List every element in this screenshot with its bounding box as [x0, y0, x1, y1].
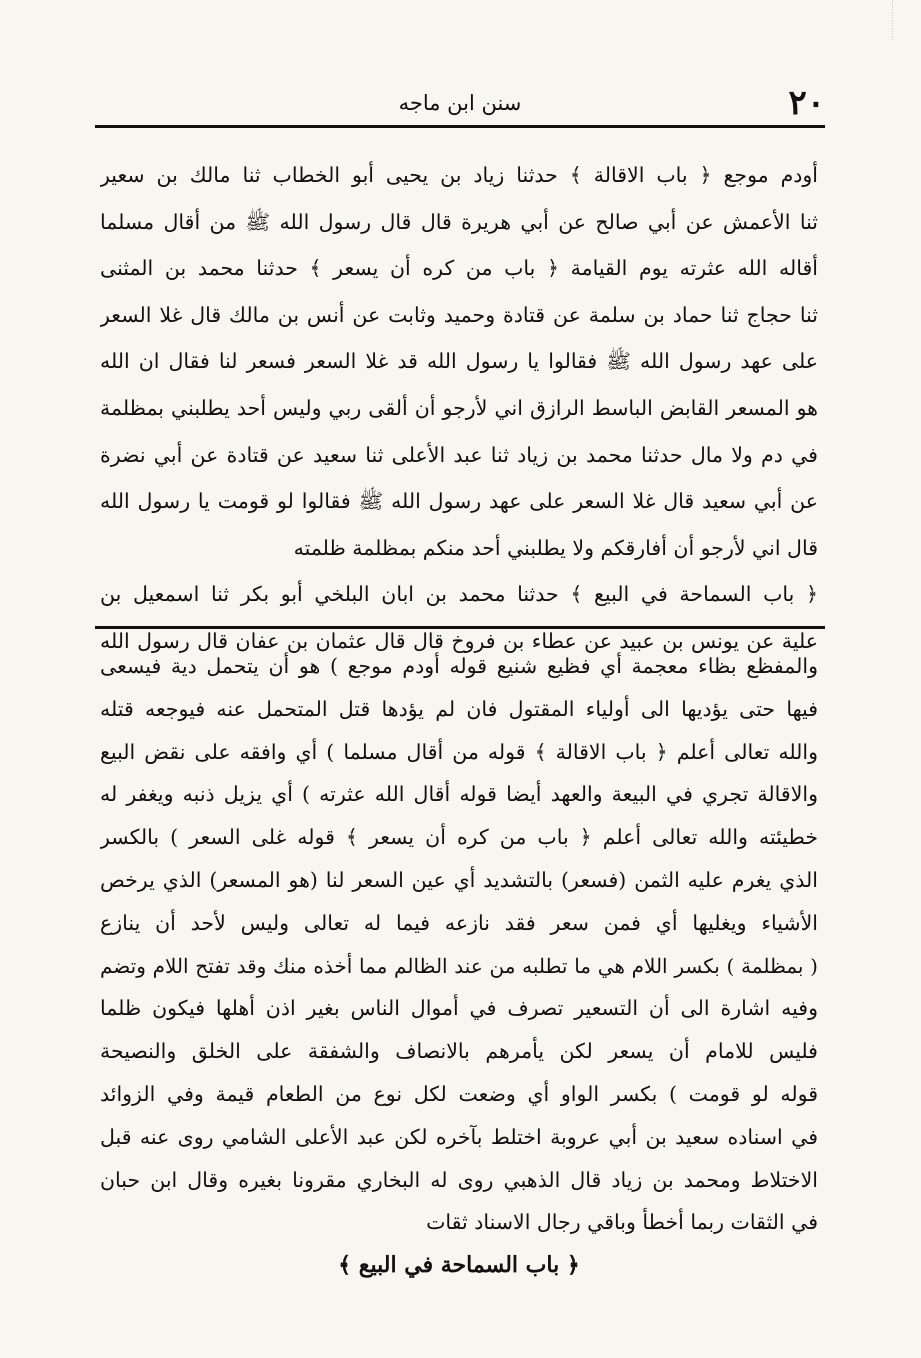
page-number: ٢٠	[788, 83, 825, 123]
commentary-text	[100, 645, 818, 1287]
commentary-line: فيها حتى يؤديها الى أولياء المقتول فان لم يؤدها قتل المتحمل عنه فيوجعه قتله	[100, 696, 818, 721]
commentary-line: في الثقات ربما أخطأ وباقي رجال الاسناد ثقات	[426, 1210, 818, 1235]
text-line: أقاله الله عثرته يوم القيامة ﴿ باب من كره أن يسعر ﴾ حدثنا محمد بن المثنى	[100, 256, 818, 281]
text-line: في دم ولا مال حدثنا محمد بن زياد ثنا عبد الأعلى ثنا سعيد عن قتادة عن أبي نضرة	[100, 442, 818, 467]
commentary-line: والاقالة تجري في البيعة والعهد أيضا قوله أقال الله عثرته ) أي يزيل ذنبه ويغفر له	[100, 782, 818, 807]
commentary-line: فليس للامام أن يسعر لكن يأمرهم بالانصاف والشفقة على الخلق والنصيحة	[100, 1039, 818, 1064]
commentary-line: خطيئته والله تعالى أعلم ﴿ باب من كره أن يسعر ﴾ قوله غلى السعر ) بالكسر	[100, 825, 818, 850]
main-hadith-text	[100, 152, 818, 665]
page-header	[95, 84, 825, 122]
text-line: هو المسعر القابض الباسط الرازق اني لأرجو أن ألقى ربي وليس أحد يطلبني بمظلمة	[100, 395, 818, 420]
commentary-line: وفيه اشارة الى أن التسعير تصرف في أموال الناس بغير اذن أهلها فيكون ظلما	[100, 996, 818, 1021]
section-divider-rule	[95, 626, 825, 629]
commentary-line: قوله لو قومت ) بكسر الواو أي وضعت لكل نوع من الطعام قيمة وفي الزوائد	[100, 1081, 818, 1106]
commentary-line: الاختلاط ومحمد بن زياد قال الذهبي روى له البخاري مقرونا بغيره وقال ابن حبان	[100, 1167, 818, 1192]
text-line: ﴿ باب السماحة في البيع ﴾ حدثنا محمد بن ابان البلخي أبو بكر ثنا اسمعيل بن	[100, 582, 818, 607]
commentary-line: الذي يغرم عليه الثمن (فسعر) بالتشديد أي عين السعر لنا (هو المسعر) الذي يرخص	[100, 867, 818, 892]
commentary-line: والله تعالى أعلم ﴿ باب الاقالة ﴾ قوله من أقال مسلما ) أي وافقه على نقض البيع	[100, 739, 818, 764]
scan-artifact	[892, 0, 911, 40]
text-line: أودم موجع ﴿ باب الاقالة ﴾ حدثنا زياد بن يحيى أبو الخطاب ثنا مالك بن سعير	[100, 163, 818, 187]
text-line: ثنا الأعمش عن أبي صالح عن أبي هريرة قال قال رسول الله ﷺ من أقال مسلما	[100, 209, 818, 234]
commentary-line: الأشياء ويغليها أي فمن سعر فقد نازعه فيما له تعالى وليس لأحد أن ينازع	[100, 910, 818, 935]
running-title: سنن ابن ماجه	[398, 91, 522, 115]
text-line: علية عن يونس بن عبيد عن عطاء بن فروخ قال قال عثمان بن عفان قال رسول الله	[100, 628, 818, 653]
text-line: قال اني لأرجو أن أفارقكم ولا يطلبني أحد منكم بمظلمة ظلمته	[293, 535, 818, 560]
text-line: عن أبي سعيد قال غلا السعر على عهد رسول الله ﷺ فقالوا لو قومت يا رسول الله	[100, 489, 818, 514]
text-line: على عهد رسول الله ﷺ فقالوا يا رسول الله قد غلا السعر فسعر لنا فقال ان الله	[100, 349, 818, 374]
text-line: ثنا حجاج ثنا حماد بن سلمة عن قتادة وحميد وثابت عن أنس بن مالك قال غلا السعر	[100, 302, 818, 327]
commentary-line: في اسناده سعيد بن أبي عروبة اختلط بآخره لكن عبد الأعلى الشامي روى عنه قبل	[100, 1124, 818, 1149]
header-rule	[95, 125, 825, 128]
commentary-line: ( بمظلمة ) بكسر اللام هي ما تطلبه من عند الظالم مما أخذه منك وقد تفتح اللام وتضم	[100, 953, 818, 978]
commentary-line: والمفظع بظاء معجمة أي فظيع شنيع قوله أودم موجع ) هو أن يتحمل دية فيسعى	[100, 654, 818, 678]
chapter-heading: ﴿ باب السماحة في البيع ﴾	[338, 1252, 580, 1279]
